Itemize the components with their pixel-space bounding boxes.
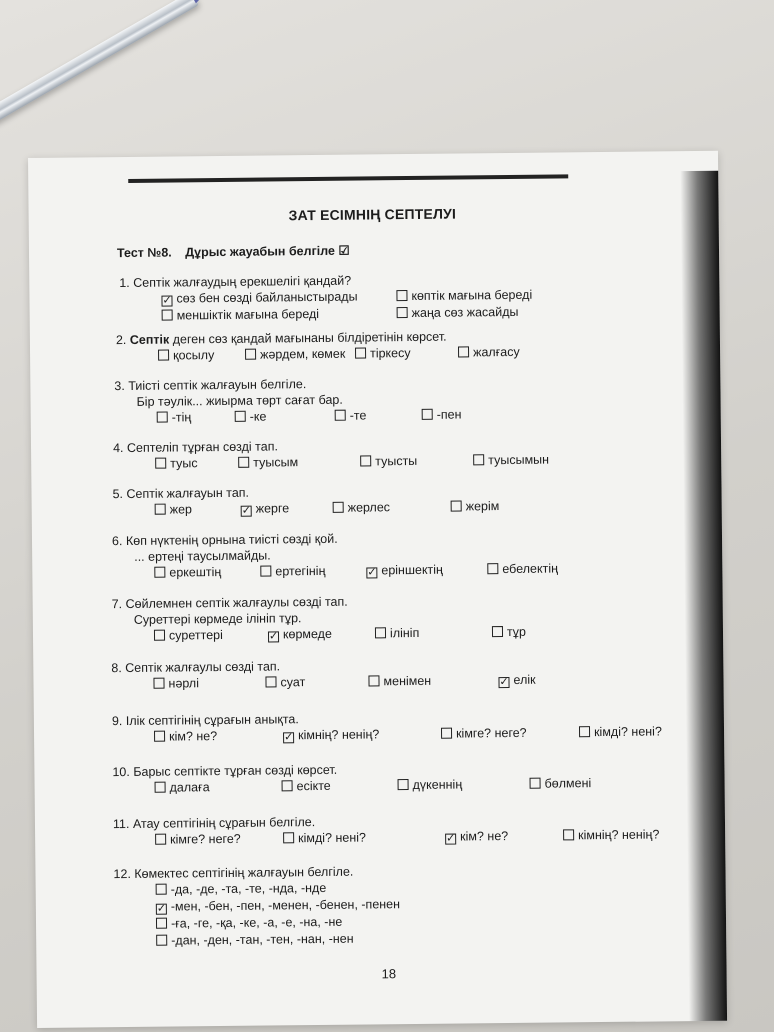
checkbox-icon[interactable] [375,627,386,638]
checked-checkbox-icon[interactable]: ✓ [284,731,294,744]
answer-option[interactable] [458,344,520,362]
checkbox-icon[interactable] [155,782,166,793]
question-sentence: ... ертеңі таусылмайды. [134,548,271,564]
answer-option-label: -дан, -ден, -тан, -тен, -нан, -нен [171,931,354,948]
answer-option-label: менімен [383,673,432,689]
answer-option-label: еріншектің [381,562,444,578]
answer-option-label: далаға [169,780,210,795]
answer-option-label: -мен, -бен, -пен, -менен, -бенен, -пенен [170,897,401,914]
question-prompt: 4. Септеліп тұрған сөзді тап. [112,439,278,456]
question-prompt: 12. Көмектес септігінің жалғауын белгіле. [113,864,354,882]
checkbox-icon[interactable] [368,675,379,686]
checkbox-icon[interactable] [154,630,165,641]
checkbox-icon[interactable] [156,884,167,895]
checked-checkbox-icon[interactable]: ✓ [268,630,279,643]
answer-option-label: туысымын [488,452,550,468]
answer-option-label: кімнің? ненің? [297,727,380,743]
question-8 [111,658,536,693]
answer-option-label: суат [280,675,306,690]
checked-checkbox-icon[interactable]: ✓ [156,902,167,915]
answer-option[interactable] [445,828,508,846]
answer-option[interactable] [473,452,549,470]
checkbox-icon[interactable] [396,290,407,301]
checkbox-icon[interactable] [458,346,469,357]
answer-option-label: -ке [249,409,267,424]
answer-option-label: жерлес [347,500,391,515]
page-title: ЗАТ ЕСІМНІҢ СЕПТЕЛУІ [288,205,457,224]
question-9 [111,711,662,746]
answer-option-label: дүкеннің [412,777,463,793]
checkbox-icon[interactable] [157,412,168,423]
answer-option-label: кім? не? [168,729,218,744]
answer-option-label: тіркесу [369,346,411,361]
answer-option-label: кімнің? ненің? [578,827,660,843]
answer-option[interactable] [158,347,214,365]
question-sentence: Бір тәулік... жиырма төрт сағат бар. [136,392,343,409]
checkbox-icon[interactable] [155,458,166,469]
checkbox-icon[interactable] [238,457,249,468]
answer-option[interactable] [153,675,199,692]
answer-option[interactable] [155,779,210,797]
checkbox-icon[interactable] [156,918,167,929]
answer-option-label: жаңа сөз жасайды [411,304,519,320]
question-7 [111,594,526,645]
answer-option[interactable] [155,501,192,518]
answer-option[interactable] [154,728,217,746]
answer-option[interactable] [154,627,223,645]
checkbox-icon: ☑ [338,243,350,258]
question-prompt: 7. Сөйлемнен септік жалғаулы сөзді тап. [111,594,348,612]
checkbox-icon[interactable] [158,350,169,361]
answer-option-label: жерім [465,499,500,514]
answer-option[interactable] [333,499,391,517]
answer-option[interactable] [282,778,331,796]
answer-option[interactable] [498,672,535,689]
answer-option[interactable] [366,562,443,580]
checkbox-icon[interactable] [333,502,344,513]
option-row [138,344,520,365]
answer-option-label: сөз бен сөзді байланыстырады [176,289,358,306]
header-rule [128,174,568,183]
test-instruction: Дұрыс жауабын белгіле [185,243,336,260]
question-prompt: 3. Тиісті септік жалғауын белгіле. [114,377,307,394]
page-number: 18 [381,966,397,982]
checkbox-icon[interactable] [492,626,503,637]
answer-option-label: есікте [296,778,331,794]
question-prompt: 1. Септік жалғаудың ерекшелігі қандай? [119,273,352,291]
question-text: деген сөз қандай мағынаны білдіретінін көрсет. [172,329,447,347]
answer-option[interactable] [360,453,417,471]
checkbox-icon[interactable] [335,410,346,421]
answer-option-label: еркештің [169,564,222,580]
answer-option[interactable] [154,564,221,582]
answer-option-label: жерге [255,501,290,516]
option-row [135,452,550,472]
answer-option-label: туысты [375,453,418,469]
checkbox-icon[interactable] [451,500,462,511]
option-row [135,827,660,849]
answer-option[interactable] [422,406,462,423]
checkbox-icon[interactable] [156,935,167,946]
worksheet-page [28,151,727,1028]
answer-option[interactable] [156,930,400,950]
answer-option-label: жәрдем, көмек [259,346,346,362]
option-row [135,499,500,519]
checkbox-icon[interactable] [155,504,166,515]
answer-option[interactable] [245,346,345,364]
answer-option[interactable] [492,624,526,641]
option-row [141,287,533,308]
checkbox-icon[interactable] [563,829,574,840]
answer-option[interactable] [238,454,298,472]
answer-option[interactable] [155,831,241,849]
question-1 [119,273,533,325]
checkbox-icon[interactable] [530,778,541,789]
answer-option-label: көрмеде [282,626,332,642]
checkbox-icon[interactable] [162,309,173,320]
checkbox-icon[interactable] [398,779,409,790]
answer-option-label: -те [349,408,367,423]
answer-option[interactable] [398,776,463,794]
checked-checkbox-icon[interactable]: ✓ [446,832,456,845]
answer-option-label: жалғасу [472,344,520,360]
checked-checkbox-icon[interactable]: ✓ [367,566,377,579]
answer-option-label: ебелектің [502,561,559,577]
answer-option[interactable] [161,289,357,308]
question-prompt: 8. Септік жалғаулы сөзді тап. [111,659,281,676]
answer-option[interactable] [156,896,400,916]
question-prompt: 11. Атау септігінің сұрағын белгіле. [112,815,316,832]
answer-option[interactable] [487,560,558,578]
answer-option-label: елік [513,672,536,687]
answer-option-label: қосылу [173,348,215,363]
option-row [137,407,462,427]
question-3 [114,376,462,427]
answer-option[interactable] [260,563,325,581]
checkbox-icon[interactable] [245,349,256,360]
question-number: 2. [115,332,127,348]
test-number: Тест №8. [116,245,172,261]
answer-option[interactable] [241,500,290,518]
answer-option-label: -тің [171,410,192,425]
answer-option[interactable] [162,306,320,325]
checkbox-icon[interactable] [265,676,276,687]
checkbox-icon[interactable] [422,409,433,420]
answer-option-label: суреттері [168,627,223,643]
question-10 [112,762,592,797]
question-prompt: 5. Септік жалғауын тап. [112,485,250,502]
test-header [117,243,350,260]
option-row [142,304,519,325]
question-sentence: Суреттері көрмеде ілініп тұр. [133,611,302,627]
answer-option-label: кімді? нені? [593,724,662,740]
answer-option-label: кімді? нені? [298,830,367,846]
answer-option[interactable] [155,455,198,472]
answer-option-label: меншіктік мағына береді [176,306,320,323]
question-2 [115,329,520,365]
answer-option-label: кім? не? [460,829,509,844]
checkbox-icon[interactable] [579,726,590,737]
option-row [133,672,536,693]
answer-option-label: -ға, -ге, -қа, -ке, -а, -е, -на, -не [170,914,343,931]
option-row [134,624,526,645]
answer-option[interactable] [441,725,527,743]
checkbox-icon[interactable] [283,832,294,843]
answer-option-label: туыс [170,456,198,471]
question-prompt: 6. Көп нүктенің орнына тиісті сөзді қой. [111,531,338,549]
checkbox-icon[interactable] [282,780,293,791]
answer-option[interactable] [368,673,431,691]
checked-checkbox-icon[interactable]: ✓ [499,675,509,689]
checked-checkbox-icon[interactable]: ✓ [241,504,251,517]
answer-option-label: -пен [436,407,462,422]
answer-option-label: көптік мағына береді [411,287,533,303]
checkbox-icon[interactable] [260,565,271,576]
answer-option[interactable] [451,498,500,516]
question-12 [113,863,400,950]
answer-option-label: ертегінің [275,563,326,579]
answer-option-label: кімге? неге? [170,831,241,847]
option-row [134,561,559,582]
checkbox-icon[interactable] [355,347,366,358]
answer-option-label: жер [169,502,193,517]
answer-option[interactable] [579,723,662,741]
answer-option-label: -да, -де, -та, -те, -нда, -нде [170,880,327,897]
checkbox-icon[interactable] [487,563,498,574]
question-4 [112,438,550,473]
checkbox-icon[interactable] [473,454,484,465]
checkbox-icon[interactable] [360,455,371,466]
answer-option-label: ілініп [389,625,420,641]
checkbox-icon[interactable] [154,731,165,742]
question-11 [112,814,660,849]
answer-option[interactable] [235,409,267,426]
question-prompt: 10. Барыс септікте тұрған сөзді көрсет. [112,762,338,780]
option-row [135,776,592,797]
checked-checkbox-icon[interactable]: ✓ [162,294,172,307]
answer-option[interactable] [529,775,591,793]
answer-option-label: бөлмені [544,776,592,791]
answer-option-label: нәрлі [168,676,200,691]
answer-option[interactable] [563,826,659,844]
answer-option-label: тұр [506,624,526,640]
question-6 [111,531,559,582]
answer-option[interactable] [283,726,379,744]
option-row [134,724,662,746]
answer-option[interactable] [396,287,532,305]
answer-option[interactable] [265,674,305,691]
checkbox-icon[interactable] [154,567,165,578]
answer-option[interactable] [355,345,411,363]
answer-option[interactable] [157,409,192,426]
checkbox-icon[interactable] [155,834,166,845]
answer-option[interactable] [283,829,366,847]
answer-option-label: кімге? неге? [455,725,527,741]
answer-option[interactable] [375,625,419,642]
question-prompt: 9. Ілік септігінің сұрағын анықта. [111,712,299,729]
checkbox-icon[interactable] [153,678,164,689]
answer-option[interactable] [335,407,367,424]
option-list [156,879,401,950]
answer-option[interactable] [268,626,332,644]
checkbox-icon[interactable] [397,307,408,318]
checkbox-icon[interactable] [235,411,246,422]
question-keyword: Септік [129,332,170,347]
answer-option-label: туысым [253,455,299,470]
question-5 [112,485,500,519]
checkbox-icon[interactable] [441,728,452,739]
answer-option[interactable] [397,304,519,322]
